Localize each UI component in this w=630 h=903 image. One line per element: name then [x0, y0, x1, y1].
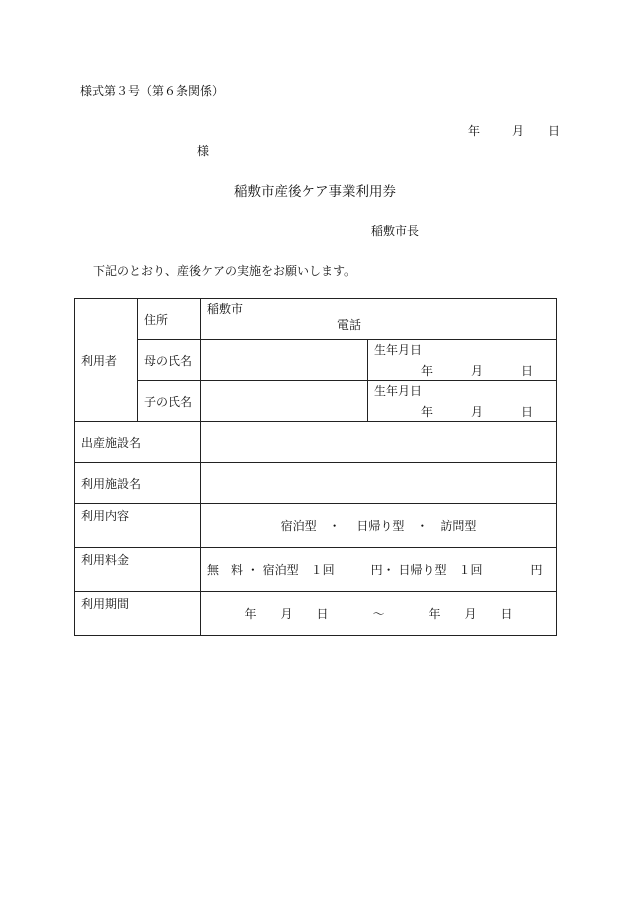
- period-label: 利用期間: [75, 592, 201, 636]
- fee-label: 利用料金: [75, 548, 201, 592]
- recipient-suffix: 様: [197, 144, 210, 158]
- period-from: 年 月 日: [244, 607, 329, 621]
- issue-date-day: 日: [548, 124, 561, 138]
- intro-text: 下記のとおり、産後ケアの実施をお願いします。: [93, 264, 357, 278]
- address-value: 稲敷市: [207, 302, 244, 316]
- issuer: 稲敷市長: [371, 224, 420, 238]
- address-field[interactable]: [201, 299, 557, 340]
- issue-date-month: 月: [512, 124, 525, 138]
- child-birth-day: 日: [521, 405, 534, 419]
- child-birth-month: 月: [471, 405, 484, 419]
- user-label: 利用者: [75, 299, 138, 422]
- child-name-field[interactable]: [201, 381, 368, 422]
- child-birthdate-label: 生年月日: [374, 384, 423, 398]
- period-field[interactable]: [201, 592, 557, 636]
- child-birthdate-date: [374, 403, 550, 420]
- fee-text[interactable]: 無 料 ・ 宿泊型 １回 円・ 日帰り型 １回 円: [201, 548, 557, 592]
- form-number: 様式第３号（第６条関係）: [80, 84, 225, 98]
- service-options[interactable]: 宿泊型 ・ 日帰り型 ・ 訪問型: [201, 504, 557, 548]
- mother-row: [75, 340, 557, 381]
- use-facility-field[interactable]: [201, 463, 557, 504]
- phone-label: 電話: [337, 318, 362, 332]
- address-label: 住所: [138, 299, 201, 340]
- child-birth-year: 年: [420, 405, 433, 419]
- mother-birth-month: 月: [471, 364, 484, 378]
- birth-facility-label: 出産施設名: [75, 422, 201, 463]
- address-row: [75, 299, 557, 340]
- child-name-label: 子の氏名: [138, 381, 201, 422]
- period-to: 年 月 日: [428, 607, 513, 621]
- mother-birth-day: 日: [521, 364, 534, 378]
- service-label: 利用内容: [75, 504, 201, 548]
- mother-birth-year: 年: [420, 364, 433, 378]
- document-title: 稲敷市産後ケア事業利用券: [234, 184, 396, 200]
- birth-facility-field[interactable]: [201, 422, 557, 463]
- mother-name-label: 母の氏名: [138, 340, 201, 381]
- use-facility-row: [75, 463, 557, 504]
- period-separator: ～: [372, 607, 385, 621]
- mother-birthdate-date: [374, 362, 550, 379]
- mother-name-field[interactable]: [201, 340, 368, 381]
- mother-birthdate-label: 生年月日: [374, 343, 423, 357]
- child-birthdate-field[interactable]: [368, 381, 557, 422]
- service-row: [75, 504, 557, 548]
- issue-date: [468, 122, 560, 139]
- period-row: [75, 592, 557, 636]
- voucher-table: [74, 298, 557, 636]
- mother-birthdate-field[interactable]: [368, 340, 557, 381]
- child-row: [75, 381, 557, 422]
- issue-date-year: 年: [468, 124, 481, 138]
- use-facility-label: 利用施設名: [75, 463, 201, 504]
- birth-facility-row: [75, 422, 557, 463]
- fee-row: [75, 548, 557, 592]
